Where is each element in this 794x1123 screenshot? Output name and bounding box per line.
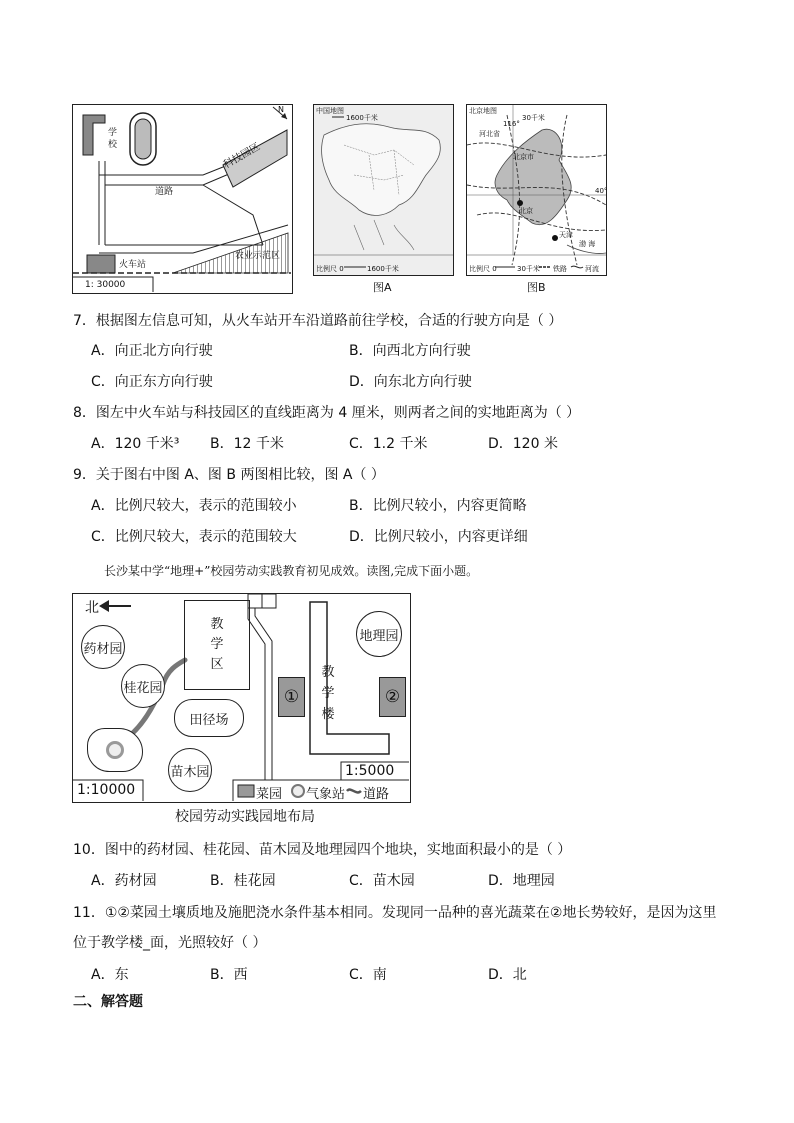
q8-option-c[interactable]: C．1.2 千米 [349,436,428,452]
map-a-caption: 图A [373,281,392,294]
q7-stem: 7．根据图左信息可知，从火车站开车沿道路前往学校，合适的行驶方向是（ ） [73,313,563,329]
geography-garden-label: 地理园 [359,628,399,644]
track-field-label: 田径场 [189,712,229,728]
map-b-beijing: 北京 [519,207,533,215]
teaching-building-label: 教学楼 [321,665,335,722]
q10-option-d[interactable]: D．地理园 [488,873,555,889]
map-b-beijing [466,104,607,276]
veg-plot-1 [278,677,305,717]
q11-option-a[interactable]: A．东 [91,967,129,983]
teaching-zone-label: 教学区 [210,617,224,672]
geography-garden [356,611,402,657]
q10-option-b[interactable]: B．桂花园 [210,873,276,889]
q9-option-a[interactable]: A．比例尺较大，表示的范围较小 [91,498,297,514]
q9-option-b[interactable]: B．比例尺较小，内容更简略 [349,498,527,514]
label-road: 道路 [155,187,174,197]
legend-road-label: 道路 [363,787,390,802]
map-a-china [313,104,454,276]
q10-stem: 10．图中的药材园、桂花园、苗木园及地理园四个地块，实地面积最小的是（ ） [73,842,572,858]
q7-option-b[interactable]: B．向西北方向行驶 [349,343,471,359]
q7-option-d[interactable]: D．向东北方向行驶 [349,374,472,390]
campus-intro: 长沙某中学“地理+”校园劳动实践教育初见成效。读图,完成下面小题。 [104,564,479,578]
map-b-lon: 116° [503,120,520,128]
map1-scale: 1: 30000 [85,280,126,290]
q9-stem: 9．关于图右中图 A、图 B 两图相比较，图 A（ ） [73,467,385,483]
map-b-legend-river: 河流 [585,265,599,273]
map-b-caption: 图B [527,281,546,294]
q11-stem-line1: 11．①②菜园土壤质地及施肥浇水条件基本相同。发现同一品种的喜光蔬菜在②地长势较好，是因为这里 [73,905,717,921]
veg-plot-2 [379,677,406,717]
q10-option-c[interactable]: C．苗木园 [349,873,415,889]
map-a-title: 中国地图 [316,107,344,115]
q10-option-a[interactable]: A．药材园 [91,873,157,889]
osmanthus-garden-label: 桂花园 [123,680,163,696]
label-train-station: 火车站 [119,260,147,270]
section-2-heading: 二、解答题 [73,994,143,1010]
map-b-tianjin: 天津 [559,231,573,239]
q8-option-b[interactable]: B．12 千米 [210,436,284,452]
q8-stem: 8．图左中火车站与科技园区的直线距离为 4 厘米，则两者之间的实地距离为（ ） [73,405,581,421]
label-tech-park: 科技园区 [221,141,263,171]
campus-scale-right: 1:5000 [345,763,395,779]
campus-caption: 校园劳动实践园地布局 [175,809,315,825]
q7-option-a[interactable]: A．向正北方向行驶 [91,343,213,359]
medicinal-garden [81,625,125,669]
teaching-zone [184,600,250,690]
q11-option-b[interactable]: B．西 [210,967,248,983]
label-agri-zone: 农业示范区 [235,251,281,261]
label-school: 学校 [108,128,118,150]
north-label: N [278,105,284,114]
map-school-area-drawing [73,105,291,292]
q8-option-a[interactable]: A．120 千米³ [91,436,180,452]
map-a-drawing [314,105,453,275]
map-b-scale-value: 30千米 [517,265,540,273]
q11-option-d[interactable]: D．北 [488,967,527,983]
map-b-scale-top: 30千米 [522,114,545,122]
map-b-hebei: 河北省 [479,130,500,138]
q11-stem-line2: 位于教学楼_面，光照较好（ ） [73,935,267,951]
map-a-scale-value: 1600千米 [367,265,399,273]
campus-scale-left: 1:10000 [77,782,136,798]
osmanthus-garden [121,664,165,708]
nursery-garden [168,748,212,792]
q9-option-d[interactable]: D．比例尺较小，内容更详细 [349,529,528,545]
map-a-scale-top: 1600千米 [346,114,378,122]
q7-option-c[interactable]: C．向正东方向行驶 [91,374,213,390]
map-b-title: 北京地图 [469,107,497,115]
legend-veg-label: 菜园 [256,787,283,802]
veg-plot-1-label: ① [283,687,300,707]
map-b-beijing-city: 北京市 [513,153,534,161]
q9-option-c[interactable]: C．比例尺较大，表示的范围较大 [91,529,297,545]
nursery-garden-label: 苗木园 [170,764,210,780]
track-field [174,699,244,737]
legend-weather-label: 气象站 [306,787,346,802]
weather-station-icon [106,741,124,759]
map-b-lat: 40° [595,187,608,195]
q8-option-d[interactable]: D．120 米 [488,436,558,452]
map-b-scale-label: 比例尺 0 [469,265,497,273]
q11-option-c[interactable]: C．南 [349,967,387,983]
campus-north-label: 北 [85,600,99,616]
map-school-area [72,104,293,294]
medicinal-garden-label: 药材园 [83,641,123,657]
campus-map [72,593,411,803]
veg-plot-2-label: ② [384,687,401,707]
weather-station-area [87,728,143,772]
map-b-bohai: 渤 海 [579,240,596,248]
map-a-scale-label: 比例尺 0 [316,265,344,273]
map-b-legend-rail: 铁路 [553,265,567,273]
